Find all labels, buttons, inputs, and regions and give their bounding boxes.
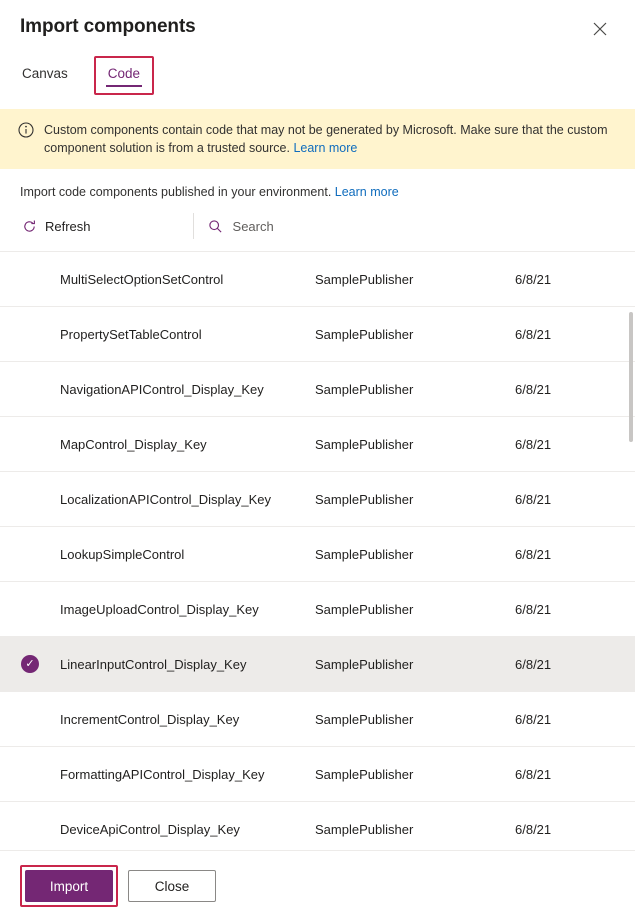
cell-date: 6/8/21 — [515, 656, 552, 672]
cell-component-name: FormattingAPIControl_Display_Key — [60, 766, 265, 782]
cell-date: 6/8/21 — [515, 326, 552, 342]
cell-date: 6/8/21 — [515, 491, 552, 507]
cell-date: 6/8/21 — [515, 601, 552, 617]
components-list-container — [0, 251, 635, 850]
tab-code-highlight — [94, 56, 154, 95]
table-row[interactable] — [0, 362, 635, 417]
search-input[interactable] — [231, 218, 381, 235]
table-row[interactable] — [0, 527, 635, 582]
cell-component-name: NavigationAPIControl_Display_Key — [60, 381, 264, 397]
cell-publisher: SamplePublisher — [315, 766, 414, 782]
cell-date: 6/8/21 — [515, 381, 552, 397]
list-scrollbar[interactable] — [629, 252, 633, 850]
cell-publisher: SamplePublisher — [315, 656, 414, 672]
dialog-footer — [0, 850, 635, 921]
warning-banner — [0, 109, 635, 169]
tab-list — [0, 44, 635, 95]
cell-date: 6/8/21 — [515, 436, 552, 452]
search-icon — [208, 219, 223, 234]
cell-publisher: SamplePublisher — [315, 271, 414, 287]
tab-code[interactable]: Code — [106, 64, 142, 87]
import-button-highlight — [20, 865, 118, 907]
command-bar — [0, 199, 635, 251]
cell-date: 6/8/21 — [515, 821, 552, 837]
cell-component-name: LocalizationAPIControl_Display_Key — [60, 491, 272, 507]
refresh-label: Refresh — [45, 218, 91, 234]
import-button[interactable]: Import — [25, 870, 113, 902]
table-row[interactable] — [0, 252, 635, 307]
cell-component-name: MultiSelectOptionSetControl — [60, 271, 224, 287]
cell-component-name: IncrementControl_Display_Key — [60, 711, 240, 727]
warning-text-block — [44, 121, 617, 157]
cell-publisher: SamplePublisher — [315, 491, 414, 507]
subtext-text: Import code components published in your environment. — [20, 185, 332, 199]
cell-date: 6/8/21 — [515, 546, 552, 562]
info-icon — [18, 122, 34, 141]
cell-publisher: SamplePublisher — [315, 436, 414, 452]
cell-publisher: SamplePublisher — [315, 546, 414, 562]
cell-publisher: SamplePublisher — [315, 821, 414, 837]
table-row[interactable] — [0, 747, 635, 802]
table-row[interactable] — [0, 692, 635, 747]
cell-publisher: SamplePublisher — [315, 711, 414, 727]
cell-component-name: DeviceApiControl_Display_Key — [60, 821, 240, 837]
warning-learn-more-link[interactable]: Learn more — [293, 141, 358, 155]
cell-component-name: LinearInputControl_Display_Key — [60, 656, 247, 672]
page-title: Import components — [20, 16, 196, 37]
cell-date: 6/8/21 — [515, 271, 552, 287]
table-row[interactable] — [0, 472, 635, 527]
warning-text: Custom components contain code that may not be generated by Microsoft. Make sure that the custom component solution is from a trusted source. — [44, 123, 608, 155]
cell-publisher: SamplePublisher — [315, 601, 414, 617]
components-list[interactable] — [0, 252, 635, 850]
list-scrollbar-thumb[interactable] — [629, 312, 633, 442]
cell-component-name: ImageUploadControl_Display_Key — [60, 601, 259, 617]
dialog-header — [0, 0, 635, 44]
table-row[interactable] — [0, 582, 635, 637]
close-icon[interactable] — [585, 14, 615, 44]
refresh-button[interactable] — [20, 215, 93, 238]
row-select-checkbox[interactable] — [0, 655, 60, 673]
search-box[interactable] — [193, 213, 381, 239]
cell-publisher: SamplePublisher — [315, 381, 414, 397]
subtext-learn-more-link[interactable]: Learn more — [334, 185, 399, 199]
cell-date: 6/8/21 — [515, 711, 552, 727]
cell-publisher: SamplePublisher — [315, 326, 414, 342]
table-row[interactable] — [0, 802, 635, 850]
table-row[interactable] — [0, 637, 635, 692]
table-row[interactable] — [0, 307, 635, 362]
close-button[interactable]: Close — [128, 870, 216, 902]
cell-component-name: PropertySetTableControl — [60, 326, 202, 342]
check-icon: ✓ — [21, 655, 39, 673]
refresh-icon — [22, 219, 37, 234]
subtext-block — [0, 169, 635, 199]
cell-date: 6/8/21 — [515, 766, 552, 782]
cell-component-name: LookupSimpleControl — [60, 546, 185, 562]
tab-canvas[interactable]: Canvas — [20, 62, 70, 89]
cell-component-name: MapControl_Display_Key — [60, 436, 207, 452]
table-row[interactable] — [0, 417, 635, 472]
